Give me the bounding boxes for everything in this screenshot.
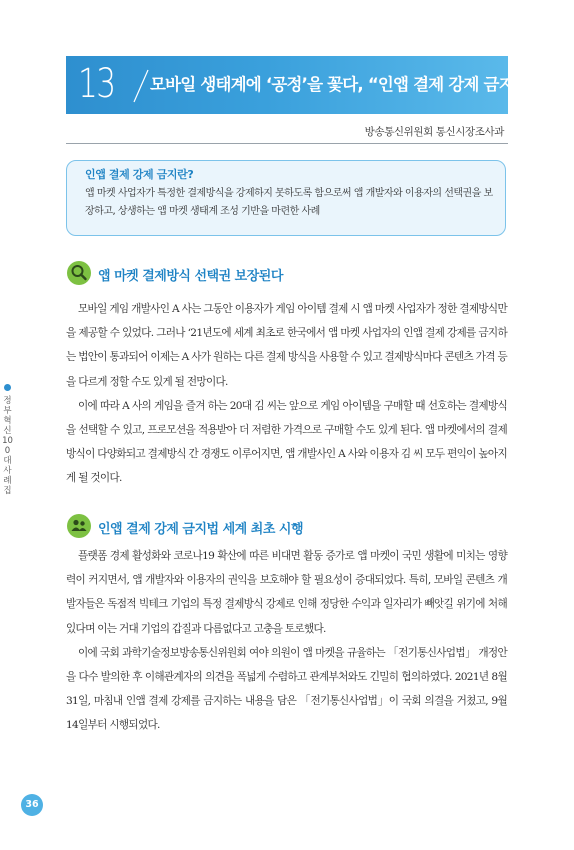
definition-title: 인앱 결제 강제 금지란? — [85, 168, 194, 181]
section-body — [66, 544, 507, 738]
section-title: 앱 마켓 결제방식 선택권 보장된다 — [98, 269, 283, 284]
paragraph: 플랫폼 경제 활성화와 코로나19 확산에 따른 비대면 활동 증가로 앱 마켓이 국민 생활에 미치는 영향력이 커지면서, 앱 개발자와 이용자의 권익을 보호해야 할 필요성이 증대되었다. 특히, 모바일 콘텐츠 개발자들은 독점적 빅테크 기업의 특정 결제방식 강제로 인해 정당한 수익과 일자리가 빼앗길 위기에 처해있다며 이는 거대 기업의 갑질과 다름없다고 고충을 토로했다. — [66, 550, 507, 635]
department-label: 방송통신위원회 통신시장조사과 — [364, 126, 504, 138]
case-number: 13 — [78, 61, 115, 107]
divider — [66, 143, 508, 144]
slash-divider — [131, 68, 151, 104]
page-number: 36 — [21, 794, 43, 816]
paragraph: 이에 국회 과학기술정보방송통신위원회 여야 의원이 앱 마켓을 규율하는 「전기통신사업법」 개정안을 다수 발의한 후 이해관계자의 의견을 폭넓게 수렴하고 관계부처와도 긴밀히 협의하였다. 2021년 8월 31일, 마침내 인앱 결제 강제를 금지하는 내용을 담은 「전기통신사업법」이 국회 의결을 거쳤고, 9월 14일부터 시행되었다. — [66, 646, 507, 732]
magnifier-icon — [67, 261, 91, 285]
people-icon — [67, 514, 91, 538]
paragraph: 이에 따라 A 사의 게임을 즐겨 하는 20대 김 씨는 앞으로 게임 아이템을 구매할 때 선호하는 결제방식을 선택할 수 있고, 프로모션을 적용받아 더 저렴한 가격으로 구매할 수도 있게 된다. 앱 마켓에서의 결제방식이 다양화되고 결제방식 간 경쟁도 이루어지면, 앱 개발사인 A 사와 이용자 김 씨 모두 편익이 높아지게 될 것이다. — [66, 399, 507, 485]
section-title: 인앱 결제 강제 금지법 세계 최초 시행 — [98, 522, 304, 537]
paragraph: 모바일 게임 개발사인 A 사는 그동안 이용자가 게임 아이템 결제 시 앱 마켓 사업자가 정한 결제방식만을 제공할 수 있었다. 그러나 ‘21년도에 세계 최초로 한국에서 앱 마켓 사업자의 인앱 결제 강제를 금지하는 법안이 통과되어 이제는 A 사가 원하는 다른 결제 방식을 사용할 수 있고 결제방식마다 콘텐츠 가격 등을 다르게 정할 수도 있게 될 전망이다. — [66, 303, 507, 388]
definition-body: 앱 마켓 사업자가 특정한 결제방식을 강제하지 못하도록 함으로써 앱 개발자와 이용자의 선택권을 보장하고, 상생하는 앱 마켓 생태계 조성 기반을 마련한 사례 — [85, 188, 493, 217]
side-dot — [4, 384, 11, 391]
side-label: 정부혁신 100대 사례집 — [2, 396, 13, 496]
page-title: 모바일 생태계에 ‘공정’을 꽃다, “인앱 결제 강제 금지법” — [150, 75, 540, 94]
section-body — [66, 297, 507, 491]
